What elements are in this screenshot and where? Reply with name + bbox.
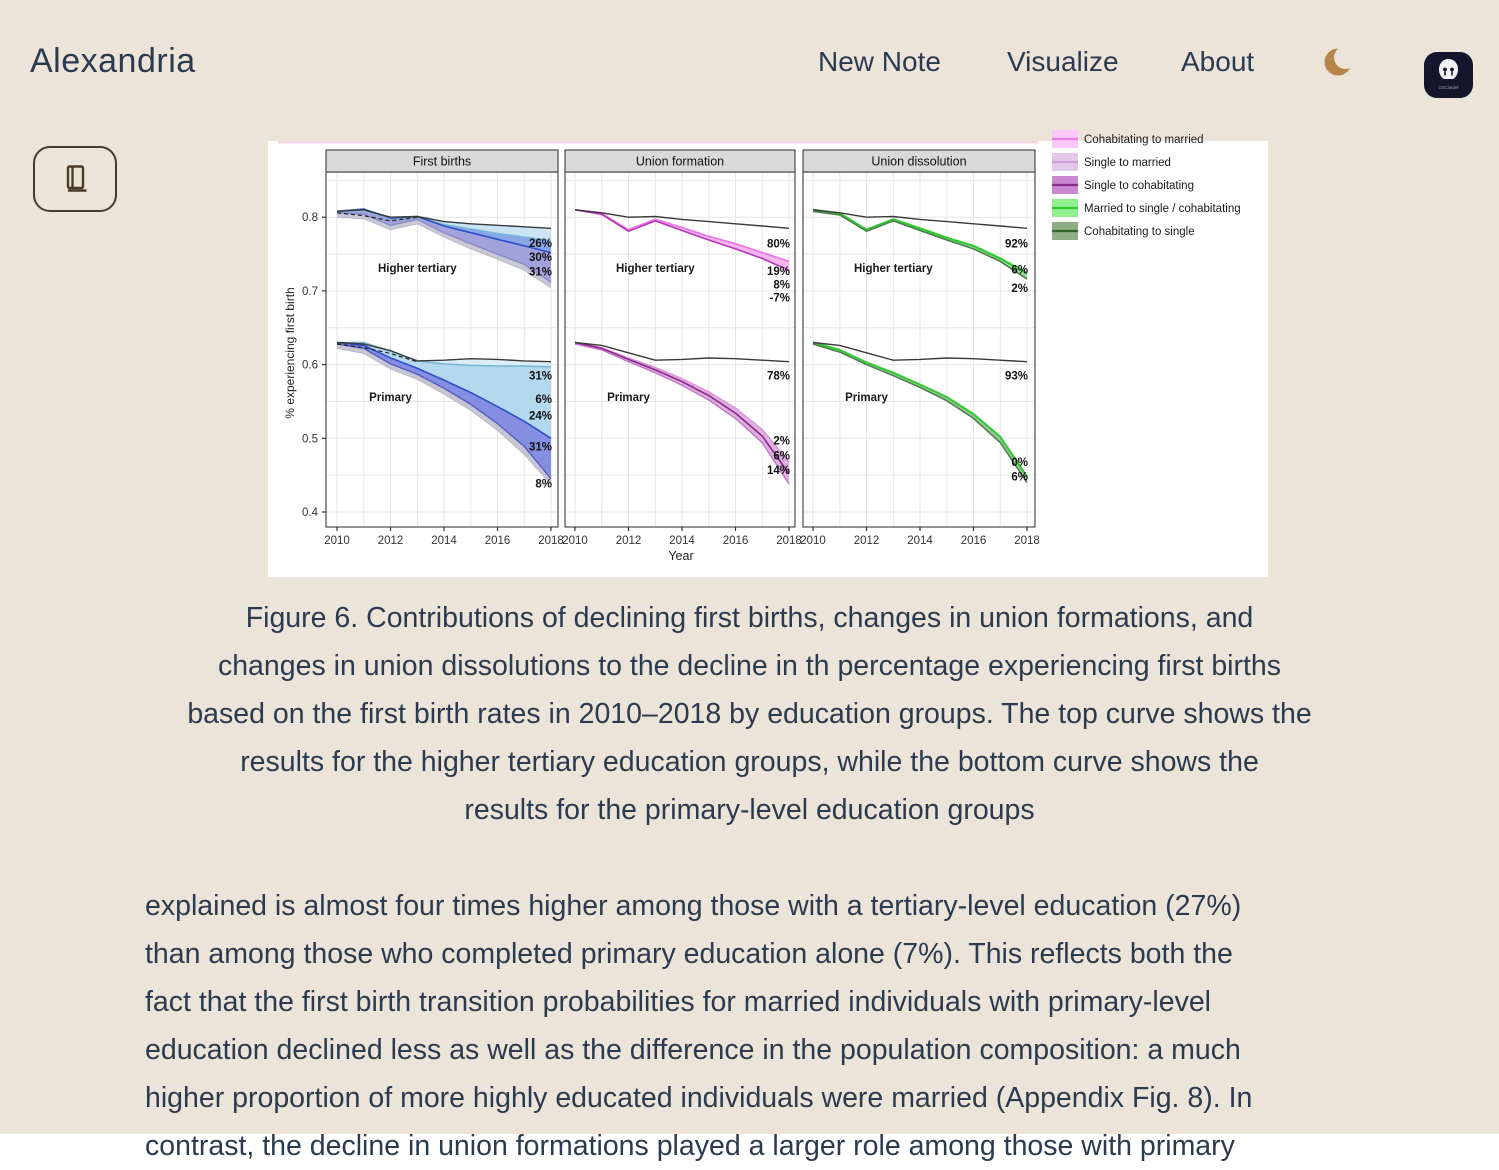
legend-label: Cohabitating to single — [1084, 226, 1195, 238]
figure-caption — [0, 594, 1499, 834]
x-tick-label: 2016 — [722, 535, 749, 547]
x-tick-label: 2010 — [324, 535, 350, 547]
panel-2 — [562, 150, 802, 547]
x-tick-label: 2012 — [615, 535, 642, 547]
percent-label: 30% — [528, 252, 552, 264]
percent-label: 6% — [535, 394, 552, 407]
body-line-2: than among those who completed primary education alone (7%). This reflects both the — [145, 938, 1233, 970]
nav-visualize[interactable]: Visualize — [1007, 46, 1119, 77]
percent-label: 26% — [528, 238, 552, 250]
group-label: Higher tertiary — [377, 263, 457, 276]
x-tick-label: 2018 — [1014, 535, 1040, 547]
gitcitadel-logo-button[interactable] — [1424, 52, 1473, 98]
legend-label: Single to cohabitating — [1084, 180, 1194, 192]
body-line-partial: contrast, the decline in union formations played a larger role among those with primary — [145, 1130, 1235, 1162]
theme-toggle-button[interactable] — [1322, 44, 1356, 80]
body-line-4: education declined less as well as the difference in the population composition: a much — [145, 1034, 1241, 1066]
percent-label: 80% — [766, 238, 790, 251]
percent-label: 31% — [528, 441, 552, 454]
percent-label: 2% — [773, 435, 790, 448]
panel-title: Union dissolution — [871, 154, 967, 169]
percent-label: 6% — [773, 450, 790, 463]
percent-label: 2% — [1011, 283, 1028, 295]
x-tick-label: 2014 — [669, 535, 695, 547]
y-tick-label: 0.4 — [302, 507, 318, 519]
book-icon — [55, 159, 95, 199]
percent-label: 92% — [1004, 238, 1028, 251]
logo-caption: GitCitadel — [1438, 85, 1459, 90]
gitcitadel-logo-icon — [1424, 52, 1473, 98]
legend-label: Cohabitating to married — [1084, 134, 1204, 146]
caption-line-3: based on the first birth rates in 2010–2018 by education groups. The top curve shows the — [187, 698, 1312, 730]
x-tick-label: 2010 — [800, 535, 826, 547]
y-tick-label: 0.7 — [302, 285, 318, 298]
decomposition-line-chart — [268, 134, 1268, 577]
x-tick-label: 2016 — [484, 535, 511, 547]
percent-label: 8% — [773, 279, 790, 292]
x-tick-label: 2010 — [562, 535, 588, 547]
caption-line-4: results for the higher tertiary education groups, while the bottom curve shows the — [240, 746, 1259, 778]
percent-label: 31% — [528, 266, 552, 279]
panel-title: Union formation — [635, 154, 725, 169]
cropped-top-strip — [278, 141, 1038, 144]
group-label: Primary — [607, 392, 650, 404]
x-tick-label: 2014 — [431, 535, 457, 547]
group-label: Higher tertiary — [615, 263, 695, 276]
percent-label: 6% — [1011, 471, 1028, 484]
x-tick-label: 2012 — [377, 535, 404, 547]
group-label: Primary — [369, 392, 412, 404]
caption-line-5: results for the primary-level education groups — [464, 794, 1035, 826]
percent-label: 93% — [1004, 370, 1028, 383]
brand-title[interactable]: Alexandria — [30, 42, 196, 80]
x-axis-title: Year — [668, 549, 694, 563]
group-label: Higher tertiary — [853, 263, 933, 276]
figure-6-chart — [268, 134, 1268, 577]
body-line-3: fact that the first birth transition probabilities for married individuals with primary-level — [145, 986, 1212, 1018]
percent-label: 19% — [766, 266, 790, 278]
x-tick-label: 2018 — [538, 535, 564, 547]
legend — [1052, 130, 1241, 240]
legend-label: Single to married — [1084, 157, 1171, 169]
percent-label: 14% — [766, 465, 790, 477]
nav-new-note[interactable]: New Note — [818, 46, 941, 77]
x-tick-label: 2018 — [776, 535, 802, 547]
panel-3 — [800, 150, 1040, 547]
percent-label: 78% — [766, 370, 790, 383]
body-line-1: explained is almost four times higher among those with a tertiary-level education (27%) — [145, 890, 1242, 922]
percent-label: 24% — [528, 410, 552, 423]
moon-icon — [1322, 44, 1356, 80]
y-tick-label: 0.8 — [302, 212, 318, 225]
caption-line-2: changes in union dissolutions to the decline in th percentage experiencing first births — [217, 650, 1282, 682]
caption-line-1: Figure 6. Contributions of declining first births, changes in union formations, and — [245, 602, 1254, 634]
y-axis-title: % experiencing first birth — [283, 287, 297, 419]
reader-mode-button[interactable] — [33, 146, 117, 212]
panel-title: First births — [412, 154, 472, 169]
panel-1 — [324, 150, 564, 547]
group-label: Primary — [845, 392, 888, 404]
percent-label: 8% — [535, 478, 552, 491]
y-tick-label: 0.6 — [302, 359, 318, 372]
x-tick-label: 2012 — [853, 535, 880, 547]
percent-label: -7% — [769, 292, 790, 305]
percent-label: 0% — [1011, 456, 1028, 469]
article-paragraph — [145, 882, 1445, 1170]
percent-label: 31% — [528, 370, 552, 383]
body-line-5: higher proportion of more highly educated individuals were married (Appendix Fig. 8). In — [145, 1082, 1253, 1114]
x-tick-label: 2014 — [907, 535, 933, 547]
nav-about[interactable]: About — [1181, 46, 1255, 77]
legend-label: Married to single / cohabitating — [1084, 203, 1241, 215]
percent-label: 6% — [1011, 264, 1028, 277]
y-tick-label: 0.5 — [302, 433, 318, 446]
x-tick-label: 2016 — [960, 535, 987, 547]
